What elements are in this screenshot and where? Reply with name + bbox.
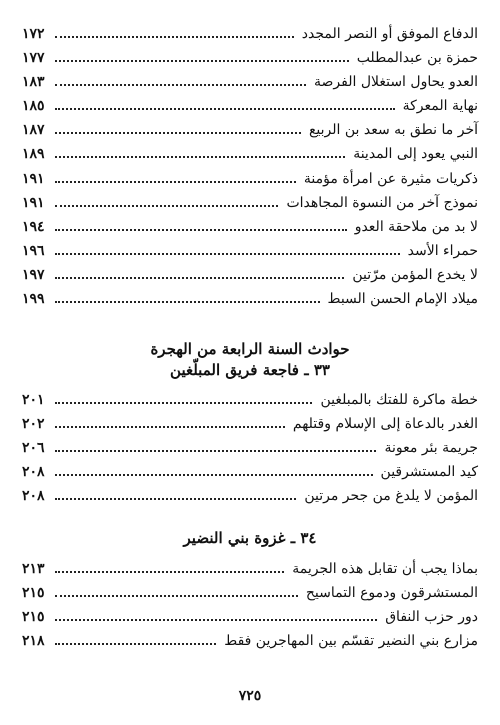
leader-dots — [55, 253, 400, 255]
entry-page: ١٩٧ — [22, 266, 45, 283]
entry-page: ٢٠٨ — [22, 464, 45, 481]
entry-page: ١٨٩ — [22, 146, 45, 163]
entry-title: كيد المستشرقين — [380, 464, 478, 481]
entry-title: الدفاع الموفق أو النصر المجدد — [301, 26, 478, 42]
toc-entry — [22, 215, 478, 239]
section-heading-line: ٣٤ ـ غزوة بني النضير — [183, 529, 317, 547]
section-heading-line-1: حوادث السنة الرابعة من الهجرة — [150, 340, 350, 358]
entry-title: ميلاد الإمام الحسن السبط — [327, 291, 478, 308]
section-heading — [0, 528, 500, 549]
entry-page: ١٨٥ — [22, 98, 45, 115]
leader-dots — [55, 619, 378, 621]
entry-page: ٢٠٨ — [22, 488, 45, 505]
entry-page: ٢٠٦ — [22, 440, 45, 457]
toc-section-2 — [22, 388, 478, 508]
leader-dots — [55, 205, 279, 207]
entry-title: خطة ماكرة للفتك بالمبلغين — [320, 392, 478, 408]
entry-page: ٢٠٢ — [22, 416, 45, 433]
entry-page: ١٩٩ — [22, 291, 45, 308]
entry-page: ١٨٣ — [22, 74, 45, 91]
entry-page: ٢١٥ — [22, 585, 45, 602]
entry-title: حمراء الأسد — [407, 242, 478, 259]
leader-dots — [55, 301, 320, 303]
toc-entry — [22, 412, 478, 436]
toc-entry — [22, 46, 478, 70]
entry-title: لا بد من ملاحقة العدو — [354, 218, 478, 235]
leader-dots — [55, 498, 297, 500]
toc-section-3 — [22, 557, 478, 653]
entry-page: ١٩١ — [22, 170, 45, 187]
leader-dots — [55, 571, 285, 573]
toc-entry — [22, 287, 478, 311]
toc-entry — [22, 70, 478, 94]
entry-page: ١٨٧ — [22, 122, 45, 139]
entry-page: ٢١٣ — [22, 561, 45, 577]
entry-title: بماذا يجب أن تقابل هذه الجريمة — [292, 561, 478, 577]
leader-dots — [55, 426, 285, 428]
leader-dots — [55, 229, 347, 231]
toc-entry — [22, 239, 478, 263]
toc-entry — [22, 388, 478, 412]
entry-page: ١٩٦ — [22, 242, 45, 259]
entry-page: ١٩٤ — [22, 218, 45, 235]
entry-page: ١٧٢ — [22, 26, 45, 42]
page-number: ٧٢٥ — [238, 688, 262, 704]
leader-dots — [55, 156, 346, 158]
toc-section-1 — [22, 22, 478, 311]
toc-entry — [22, 605, 478, 629]
toc-entry — [22, 460, 478, 484]
toc-entry — [22, 94, 478, 118]
entry-page: ٢٠١ — [22, 392, 45, 408]
entry-title: مزارع بني النضير تقسّم بين المهاجرين فقط — [224, 633, 478, 650]
toc-entry — [22, 22, 478, 46]
entry-title: لا يخدع المؤمن مرّتين — [352, 266, 478, 283]
entry-title: النبي يعود إلى المدينة — [353, 146, 478, 163]
entry-title: الغدر بالدعاة إلى الإسلام وقتلهم — [292, 416, 478, 433]
entry-title: آخر ما نطق به سعد بن الربيع — [308, 122, 478, 139]
leader-dots — [55, 36, 294, 38]
entry-title: المستشرقون ودموع التماسيح — [305, 585, 478, 602]
leader-dots — [55, 474, 373, 476]
entry-title: جريمة بئر معونة — [384, 440, 478, 457]
toc-entry — [22, 629, 478, 653]
entry-page: ٢١٨ — [22, 633, 45, 650]
leader-dots — [55, 595, 298, 597]
section-heading-line-2: ٣٣ ـ فاجعة فريق المبلّغين — [170, 361, 330, 379]
toc-entry — [22, 581, 478, 605]
leader-dots — [55, 60, 349, 62]
section-heading — [0, 339, 500, 381]
entry-title: دور حزب النفاق — [385, 609, 478, 626]
leader-dots — [55, 402, 313, 404]
entry-title: العدو يحاول استغلال الفرصة — [314, 74, 478, 91]
toc-entry — [22, 142, 478, 166]
leader-dots — [55, 84, 306, 86]
entry-title: ذكريات مثيرة عن امرأة مؤمنة — [303, 170, 478, 187]
toc-entry — [22, 118, 478, 142]
toc-entry — [22, 263, 478, 287]
entry-title: حمزة بن عبدالمطلب — [356, 50, 478, 67]
toc-entry — [22, 191, 478, 215]
leader-dots — [55, 108, 395, 110]
toc-entry — [22, 484, 478, 508]
toc-entry — [22, 557, 478, 581]
entry-title: نهاية المعركة — [402, 98, 478, 115]
leader-dots — [55, 643, 217, 645]
leader-dots — [55, 277, 345, 279]
leader-dots — [55, 450, 377, 452]
toc-entry — [22, 167, 478, 191]
entry-title: المؤمن لا يلدغ من جحر مرتين — [304, 488, 478, 505]
entry-page: ٢١٥ — [22, 609, 45, 626]
toc-entry — [22, 436, 478, 460]
entry-page: ١٩١ — [22, 194, 45, 211]
entry-title: نموذج آخر من النسوة المجاهدات — [286, 194, 478, 211]
entry-page: ١٧٧ — [22, 50, 45, 67]
leader-dots — [55, 181, 296, 183]
leader-dots — [55, 132, 301, 134]
